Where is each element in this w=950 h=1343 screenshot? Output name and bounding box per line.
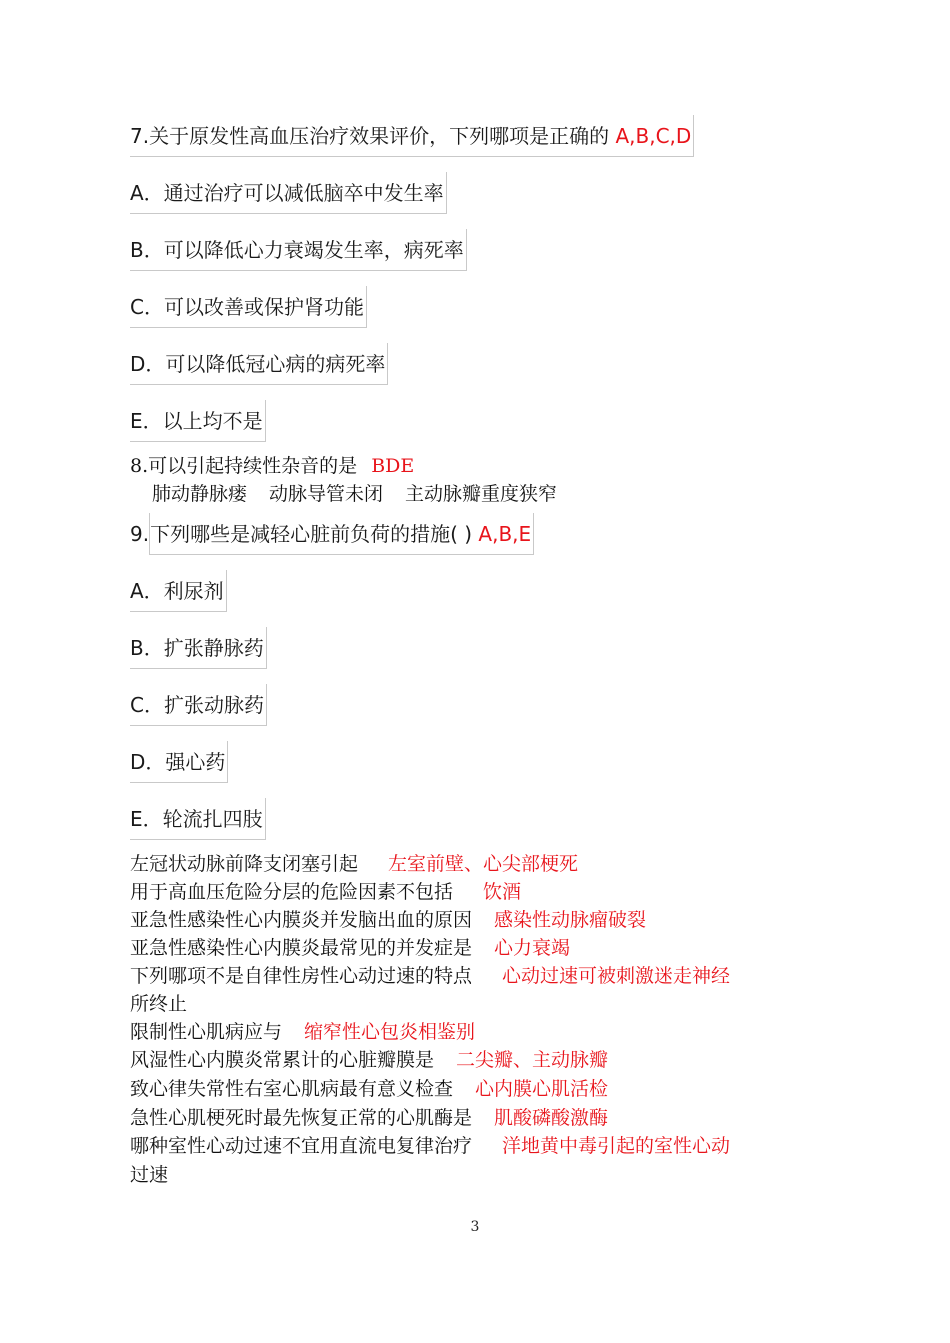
q9-option-e: E．轮流扎四肢 xyxy=(130,798,266,840)
fact-question: 致心律失常性右室心肌病最有意义检查 xyxy=(130,1078,454,1100)
fact-answer: 二尖瓣、主动脉瓣 xyxy=(456,1049,609,1071)
fact-line xyxy=(130,1046,608,1074)
fact-line xyxy=(130,1132,730,1160)
q8-answer-item: 主动脉瓣重度狭窄 xyxy=(405,483,558,505)
q9-option-d: D．强心药 xyxy=(130,741,228,783)
fact-line xyxy=(130,1018,475,1046)
fact-answer: 洋地黄中毒引起的室性心动 xyxy=(502,1135,731,1157)
q9-number: 9. xyxy=(130,522,150,546)
page-number: 3 xyxy=(470,1219,480,1235)
fact-answer: 心力衰竭 xyxy=(494,937,571,959)
fact-line xyxy=(130,878,521,906)
fact-answer: 感染性动脉瘤破裂 xyxy=(494,909,647,931)
q7-option-d: D．可以降低冠心病的病死率 xyxy=(130,343,388,385)
fact-answer: 饮酒 xyxy=(483,881,522,903)
fact-question: 亚急性感染性心内膜炎并发脑出血的原因 xyxy=(130,909,473,931)
q9-answer: A,B,E xyxy=(478,522,532,546)
q7-option-a: A．通过治疗可以减低脑卒中发生率 xyxy=(130,172,447,214)
q9-question-box xyxy=(149,513,534,555)
q7-option-c: C．可以改善或保护肾功能 xyxy=(130,286,367,328)
fact-line xyxy=(130,1104,608,1132)
fact-line xyxy=(130,1075,608,1103)
fact-answer: 心内膜心肌活检 xyxy=(475,1078,609,1100)
q8-answer-item: 动脉导管未闭 xyxy=(269,483,384,505)
fact-answer: 肌酸磷酸激酶 xyxy=(494,1107,609,1129)
fact-question: 亚急性感染性心内膜炎最常见的并发症是 xyxy=(130,937,473,959)
q9-question xyxy=(130,513,534,555)
fact-question: 下列哪项不是自律性房性心动过速的特点 xyxy=(130,965,473,987)
q9-option-c: C．扩张动脉药 xyxy=(130,684,267,726)
q7-question xyxy=(130,115,694,157)
fact-question: 哪种室性心动过速不宜用直流电复律治疗 xyxy=(130,1135,473,1157)
fact-answer: 缩窄性心包炎相鉴别 xyxy=(304,1021,476,1043)
fact-question: 风湿性心内膜炎常累计的心脏瓣膜是 xyxy=(130,1049,435,1071)
fact-line xyxy=(130,850,578,878)
fact-answer-continued: 所终止 xyxy=(130,993,188,1015)
q9-question-text: 下列哪些是减轻心脏前负荷的措施( ) xyxy=(150,522,473,546)
q8-question-text: 8.可以引起持续性杂音的是 xyxy=(130,455,358,477)
q7-option-b: B．可以降低心力衰竭发生率，病死率 xyxy=(130,229,467,271)
q8-answer-items xyxy=(152,480,557,508)
q7-answer: A,B,C,D xyxy=(615,124,692,148)
fact-answer: 心动过速可被刺激迷走神经 xyxy=(502,965,731,987)
fact-answer: 左室前壁、心尖部梗死 xyxy=(388,853,579,875)
q9-option-b: B．扩张静脉药 xyxy=(130,627,267,669)
fact-line xyxy=(130,934,570,962)
fact-line xyxy=(130,962,730,990)
fact-line xyxy=(130,906,646,934)
fact-question: 限制性心肌病应与 xyxy=(130,1021,283,1043)
q8-question xyxy=(130,452,414,480)
fact-question: 用于高血压危险分层的危险因素不包括 xyxy=(130,881,454,903)
q8-answer-item: 肺动静脉瘘 xyxy=(152,483,248,505)
fact-question: 急性心肌梗死时最先恢复正常的心肌酶是 xyxy=(130,1107,473,1129)
fact-answer-continued: 过速 xyxy=(130,1164,169,1186)
q9-option-a: A．利尿剂 xyxy=(130,570,227,612)
fact-question: 左冠状动脉前降支闭塞引起 xyxy=(130,853,359,875)
q7-question-text: 7.关于原发性高血压治疗效果评价，下列哪项是正确的 xyxy=(130,124,610,148)
q8-answer: BDE xyxy=(371,455,415,477)
q7-option-e: E．以上均不是 xyxy=(130,400,266,442)
